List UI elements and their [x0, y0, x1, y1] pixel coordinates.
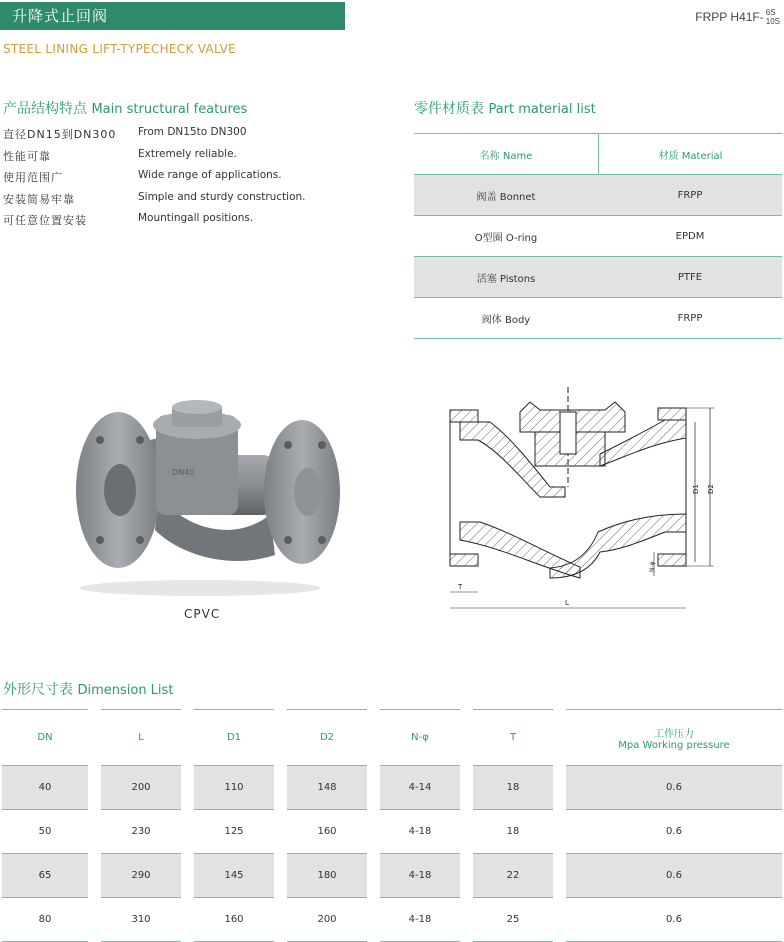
- model-sub: 10S: [765, 17, 780, 26]
- d1-label: D1: [692, 484, 700, 494]
- cell-pressure: 0.6: [566, 810, 782, 854]
- features-heading-en: Main structural features: [91, 102, 248, 117]
- cell-d2: 180: [287, 854, 367, 898]
- part-name: O型圈 O-ring: [414, 216, 598, 257]
- dimension-heading-cn: 外形尺寸表: [3, 682, 73, 698]
- parts-heading: [414, 98, 596, 118]
- table-row: [2, 854, 782, 898]
- cell-d1: 145: [194, 854, 274, 898]
- part-material: FRPP: [598, 175, 782, 216]
- col-t: T: [473, 709, 553, 766]
- model-prefix: FRPP H41F-: [695, 10, 764, 24]
- table-row: [414, 216, 782, 257]
- feature-item: [3, 169, 363, 191]
- dimension-heading-en: Dimension List: [77, 683, 174, 698]
- n-phi-label: N-φ: [649, 561, 656, 572]
- valve-drawing: [440, 382, 730, 614]
- table-row: [2, 766, 782, 810]
- model-fraction: [766, 8, 780, 26]
- features-heading: [3, 98, 247, 118]
- dimension-header-row: [2, 709, 782, 766]
- material-label: CPVC: [184, 607, 221, 621]
- parts-col-name: 名称 Name: [414, 133, 598, 175]
- cell-pressure: 0.6: [566, 854, 782, 898]
- feature-cn: 直径DN15到DN300: [3, 128, 117, 141]
- part-material: PTFE: [598, 257, 782, 298]
- product-title: 升降式止回阀: [0, 2, 345, 30]
- d2-label: D2: [707, 484, 715, 494]
- cell-t: 25: [473, 898, 553, 942]
- parts-heading-en: Part material list: [488, 102, 596, 117]
- feature-en: Mountingall positions.: [138, 212, 254, 224]
- cell-dn: 80: [2, 898, 88, 942]
- cell-d2: 200: [287, 898, 367, 942]
- feature-item: [3, 191, 363, 213]
- cell-d1: 160: [194, 898, 274, 942]
- cell-l: 200: [101, 766, 181, 810]
- feature-item: [3, 126, 363, 148]
- product-subtitle: STEEL LINING LIFT-TYPECHECK VALVE: [3, 42, 237, 56]
- part-name: 阀体 Body: [414, 298, 598, 339]
- cell-dn: 65: [2, 854, 88, 898]
- cell-n-phi: 4-18: [380, 854, 460, 898]
- col-pressure: [566, 709, 782, 766]
- features-heading-cn: 产品结构特点: [3, 101, 87, 117]
- part-material: EPDM: [598, 216, 782, 257]
- feature-item: [3, 148, 363, 170]
- col-d2: D2: [287, 709, 367, 766]
- parts-table: [414, 133, 782, 339]
- body-mark: DN40: [172, 468, 195, 477]
- feature-cn: 可任意位置安装: [3, 214, 87, 227]
- pressure-cn: 工作压力: [654, 728, 694, 740]
- feature-en: From DN15to DN300: [138, 126, 247, 138]
- t-label: T: [458, 583, 463, 591]
- feature-en: Simple and sturdy construction.: [138, 190, 306, 203]
- cell-l: 230: [101, 810, 181, 854]
- cell-t: 18: [473, 810, 553, 854]
- feature-cn: 性能可靠: [3, 149, 51, 163]
- table-row: [414, 175, 782, 216]
- cell-d1: 110: [194, 766, 274, 810]
- table-row: [2, 898, 782, 942]
- cell-t: 22: [473, 854, 553, 898]
- cell-dn: 50: [2, 810, 88, 854]
- part-name: 活塞 Pistons: [414, 257, 598, 298]
- cell-n-phi: 4-18: [380, 898, 460, 942]
- pressure-en: Mpa Working pressure: [618, 739, 730, 751]
- feature-cn: 使用范围广: [3, 171, 63, 184]
- feature-en: Extremely reliable.: [138, 147, 237, 160]
- cell-t: 18: [473, 766, 553, 810]
- cell-d1: 125: [194, 810, 274, 854]
- cell-pressure: 0.6: [566, 898, 782, 942]
- cell-d2: 148: [287, 766, 367, 810]
- part-material: FRPP: [598, 298, 782, 339]
- part-name: 阀盖 Bonnet: [414, 175, 598, 216]
- cell-pressure: 0.6: [566, 766, 782, 810]
- parts-heading-cn: 零件材质表: [414, 101, 484, 117]
- parts-col-material: 材质 Material: [598, 133, 782, 175]
- table-row: [2, 810, 782, 854]
- col-d1: D1: [194, 709, 274, 766]
- table-row: [414, 257, 782, 298]
- dimension-table: [2, 709, 782, 942]
- col-dn: DN: [2, 709, 88, 766]
- cell-n-phi: 4-18: [380, 810, 460, 854]
- model-sup: 6S: [765, 8, 776, 17]
- l-label: L: [565, 599, 569, 607]
- valve-photo: [60, 395, 345, 600]
- cell-l: 290: [101, 854, 181, 898]
- table-row: [414, 298, 782, 339]
- dimension-heading: [3, 679, 173, 699]
- cell-d2: 160: [287, 810, 367, 854]
- cell-dn: 40: [2, 766, 88, 810]
- col-l: L: [101, 709, 181, 766]
- cell-n-phi: 4-14: [380, 766, 460, 810]
- features-list: [3, 126, 363, 234]
- col-n-phi: N-φ: [380, 709, 460, 766]
- feature-item: [3, 212, 363, 234]
- parts-header-row: [414, 133, 782, 175]
- feature-en: Wide range of applications.: [138, 169, 282, 181]
- cell-l: 310: [101, 898, 181, 942]
- model-number: [695, 8, 780, 26]
- feature-cn: 安装简易牢靠: [3, 192, 75, 206]
